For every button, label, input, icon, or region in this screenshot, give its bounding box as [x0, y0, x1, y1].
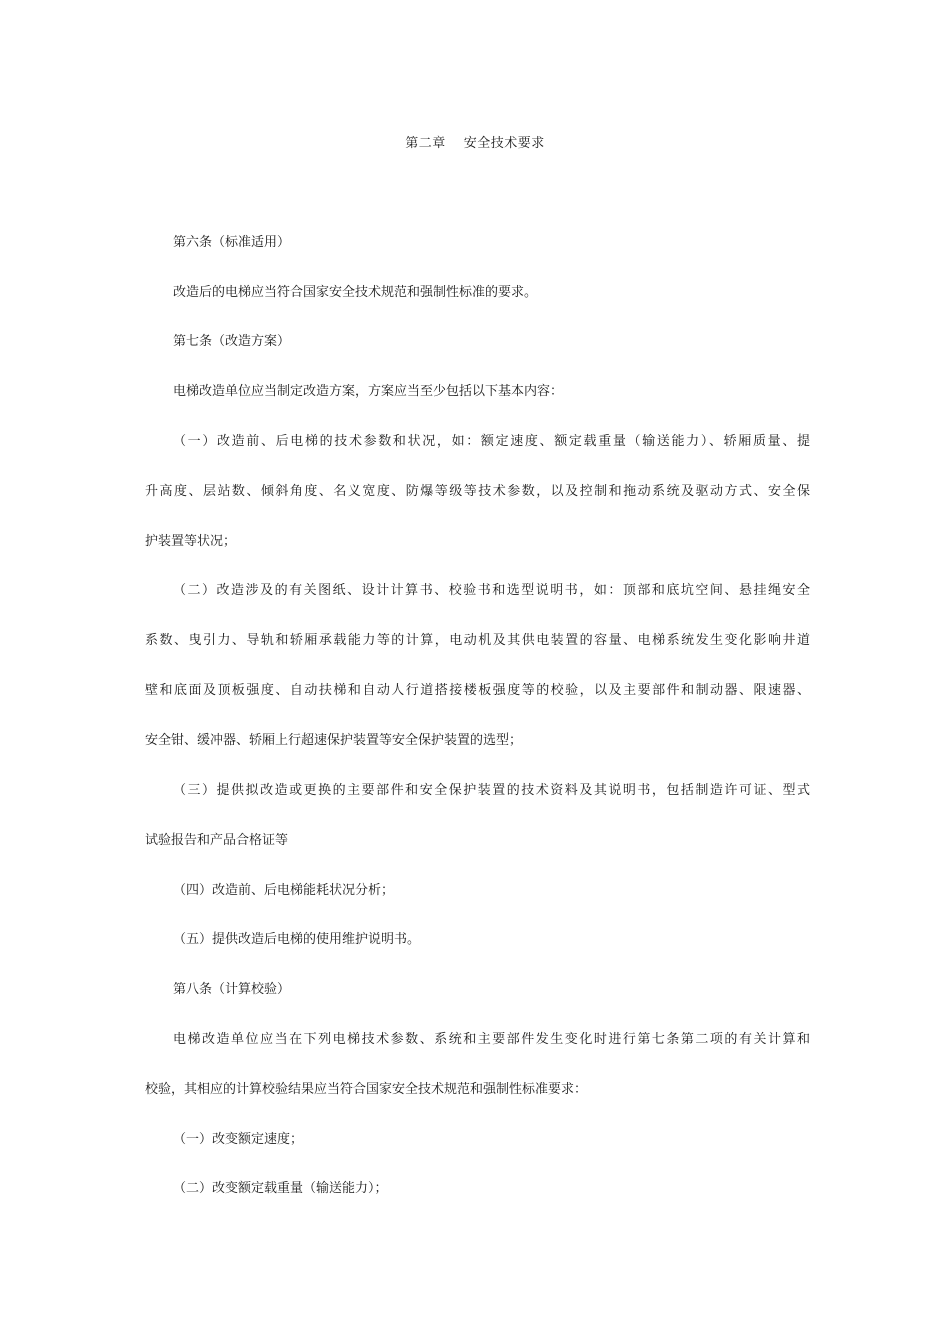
article-7-item-4: （四）改造前、后电梯能耗状况分析；: [173, 883, 395, 898]
chapter-title: [0, 132, 950, 151]
article-8-heading: 第八条（计算校验）: [173, 982, 291, 997]
article-7-item-1-line-3: 护装置等状况；: [145, 534, 237, 549]
article-8-item-1: （一）改变额定速度；: [173, 1132, 304, 1147]
article-7-item-2-line-1: （二）改造涉及的有关图纸、设计计算书、校验书和选型说明书，如：顶部和底坑空间、悬挂绳安全: [173, 583, 810, 598]
article-6-body: 改造后的电梯应当符合国家安全技术规范和强制性标准的要求。: [173, 285, 538, 300]
article-7-item-5: （五）提供改造后电梯的使用维护说明书。: [173, 932, 421, 947]
article-7-item-2-line-2: 系数、曳引力、导轨和轿厢承载能力等的计算，电动机及其供电装置的容量、电梯系统发生变化影响井道: [145, 633, 810, 648]
article-7-item-3-line-1: （三）提供拟改造或更换的主要部件和安全保护装置的技术资料及其说明书，包括制造许可证、型式: [173, 783, 810, 798]
article-7-item-2-line-4: 安全钳、缓冲器、轿厢上行超速保护装置等安全保护装置的选型；: [145, 733, 523, 748]
article-7-item-1-line-2: 升高度、层站数、倾斜角度、名义宽度、防爆等级等技术参数，以及控制和拖动系统及驱动方式、安全保: [145, 484, 810, 499]
article-8-intro-line-1: 电梯改造单位应当在下列电梯技术参数、系统和主要部件发生变化时进行第七条第二项的有关计算和: [173, 1032, 810, 1047]
article-7-item-1-line-1: （一）改造前、后电梯的技术参数和状况，如：额定速度、额定载重量（输送能力）、轿厢质量、提: [173, 434, 810, 449]
article-6-heading: 第六条（标准适用）: [173, 235, 291, 250]
article-8-intro-line-2: 校验，其相应的计算校验结果应当符合国家安全技术规范和强制性标准要求：: [145, 1082, 588, 1097]
chapter-number: 第二章: [405, 136, 446, 151]
article-7-heading: 第七条（改造方案）: [173, 334, 291, 349]
article-7-item-3-line-2: 试验报告和产品合格证等: [145, 833, 289, 848]
chapter-name: 安全技术要求: [463, 136, 545, 151]
article-7-item-2-line-3: 壁和底面及顶板强度、自动扶梯和自动人行道搭接楼板强度等的校验，以及主要部件和制动器、限速器、: [145, 683, 810, 698]
article-7-intro: 电梯改造单位应当制定改造方案，方案应当至少包括以下基本内容：: [173, 384, 564, 399]
article-8-item-2: （二）改变额定载重量（输送能力）；: [173, 1181, 388, 1196]
